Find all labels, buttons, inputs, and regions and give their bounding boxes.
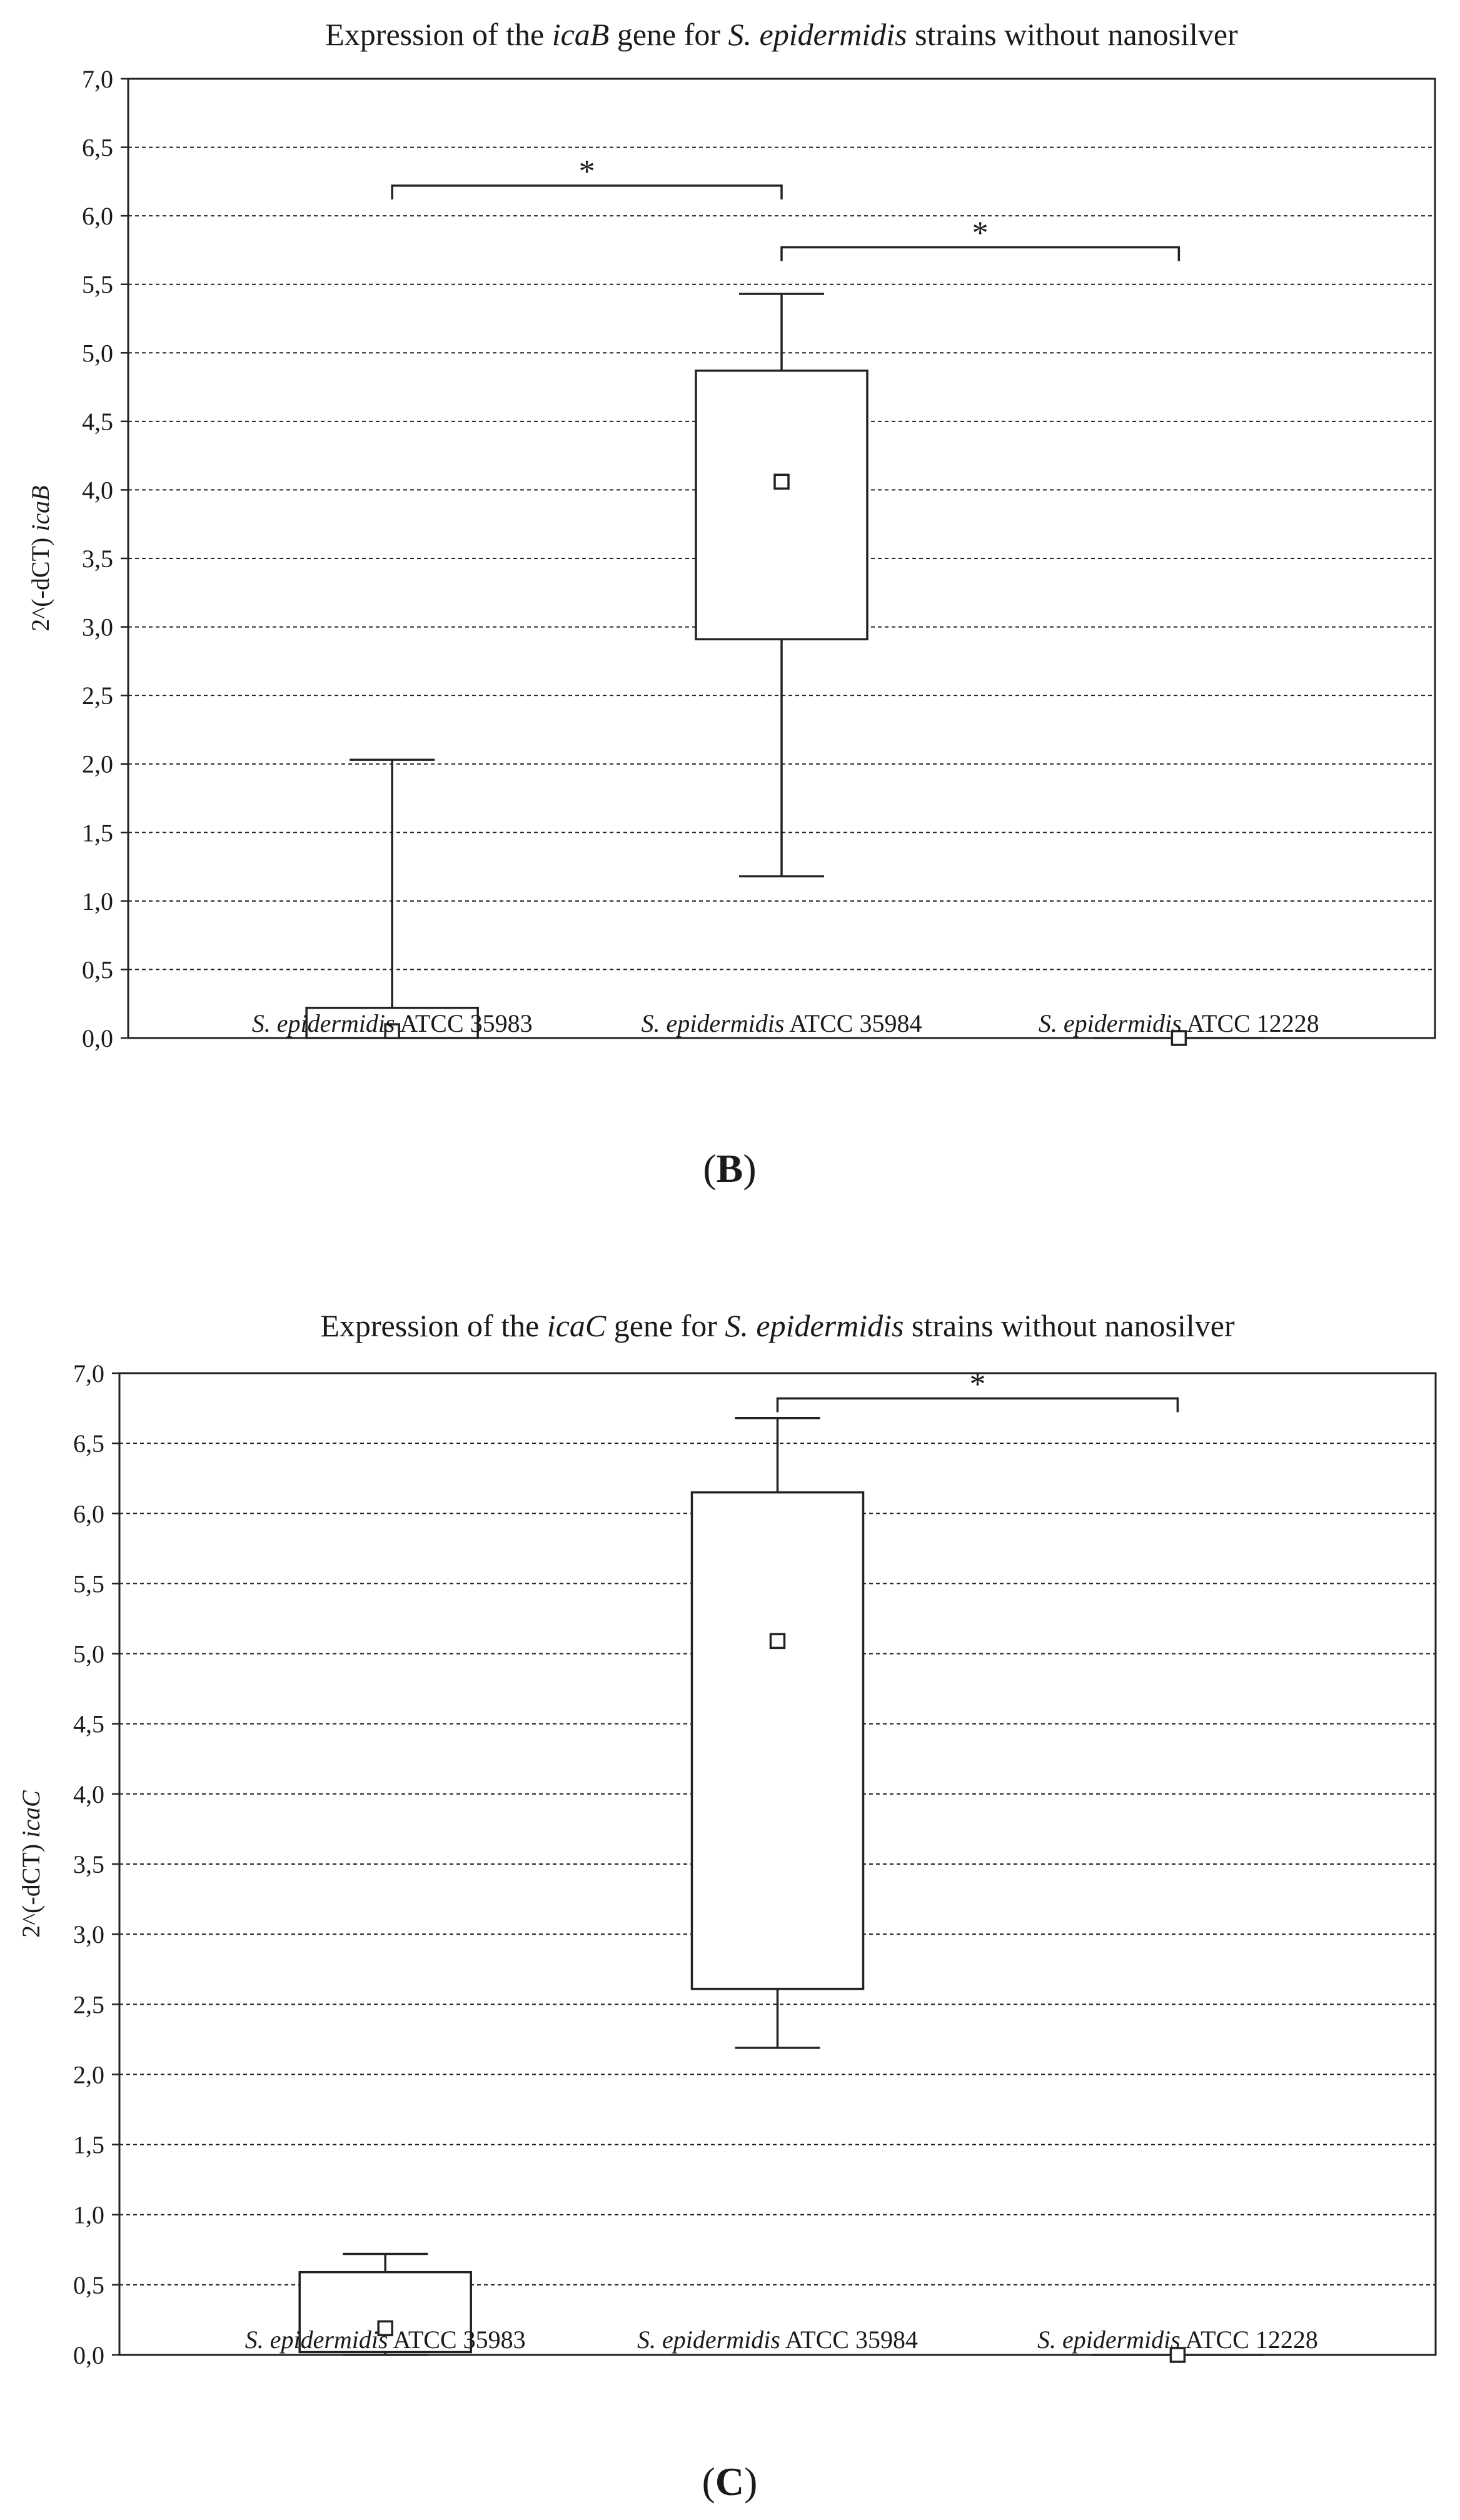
box-2 — [692, 1418, 863, 2048]
title-prefix: Expression of the — [325, 17, 552, 52]
category-strain: ATCC 12228 — [1185, 2326, 1318, 2354]
y-tick-label: 2,0 — [82, 750, 113, 779]
y-tick-label: 0,5 — [73, 2271, 104, 2299]
y-tick-label: 3,5 — [73, 1850, 104, 1878]
chart-title — [325, 17, 1238, 52]
title-prefix: Expression of the — [320, 1308, 547, 1343]
title-gene: icaB — [551, 17, 610, 52]
panel-label-open: ( — [703, 1146, 717, 1191]
y-axis-label-gene: icaB — [26, 485, 54, 532]
significance-star: * — [578, 153, 595, 189]
y-tick-label: 4,0 — [73, 1780, 104, 1808]
y-tick-label: 1,5 — [73, 2130, 104, 2159]
y-tick-label: 3,0 — [82, 613, 113, 642]
category-space — [784, 1009, 789, 1037]
y-tick-label: 5,5 — [73, 1570, 104, 1598]
y-tick-label: 3,0 — [73, 1920, 104, 1949]
category-species: S. epidermidis — [1038, 1009, 1182, 1037]
median-marker — [771, 1634, 785, 1648]
panel-label-close: ) — [744, 2459, 758, 2504]
y-tick-label: 7,0 — [73, 1359, 104, 1388]
category-label — [1039, 1009, 1319, 1037]
title-species: S. epidermidis — [725, 1308, 904, 1343]
category-species: S. epidermidis — [244, 2326, 388, 2354]
category-label — [637, 2326, 918, 2354]
y-tick-label: 5,0 — [82, 339, 113, 368]
y-tick-label: 5,5 — [82, 270, 113, 299]
category-label — [245, 2326, 526, 2354]
category-space — [1181, 2326, 1186, 2354]
y-axis-label — [17, 1790, 45, 1938]
y-tick-label: 4,5 — [82, 407, 113, 436]
panel-label-close: ) — [743, 1146, 757, 1191]
y-tick-label: 4,0 — [82, 476, 113, 505]
title-suffix: strains without nanosilver — [904, 1308, 1235, 1343]
y-tick-label: 1,5 — [82, 819, 113, 847]
category-space — [1182, 1009, 1187, 1037]
title-middle: gene for — [606, 1308, 725, 1343]
category-species: S. epidermidis — [251, 1009, 395, 1037]
y-tick-label: 2,5 — [82, 682, 113, 710]
y-tick-label: 6,0 — [73, 1499, 104, 1528]
chart-title — [320, 1308, 1235, 1343]
category-species: S. epidermidis — [641, 1009, 785, 1037]
y-tick-label: 2,0 — [73, 2060, 104, 2089]
category-label — [1037, 2326, 1318, 2354]
category-label — [252, 1009, 533, 1037]
y-tick-label: 7,0 — [82, 65, 113, 93]
y-tick-label: 4,5 — [73, 1710, 104, 1738]
y-axis-label — [26, 485, 54, 631]
y-tick-label: 6,5 — [73, 1429, 104, 1458]
median-marker — [775, 475, 788, 488]
y-axis-label-gene: icaC — [17, 1790, 45, 1838]
category-space — [395, 1009, 400, 1037]
category-species: S. epidermidis — [637, 2326, 780, 2354]
title-suffix: strains without nanosilver — [907, 17, 1238, 52]
y-tick-label: 6,0 — [82, 202, 113, 231]
y-axis-label-prefix: 2^(-dCT) — [17, 1837, 45, 1938]
category-strain: ATCC 35984 — [785, 2326, 918, 2354]
category-space — [388, 2326, 393, 2354]
panel-label-letter: C — [715, 2459, 745, 2504]
y-axis-label-prefix: 2^(-dCT) — [26, 531, 54, 632]
panel-label — [702, 2459, 758, 2504]
y-tick-label: 0,5 — [82, 955, 113, 984]
category-strain: ATCC 12228 — [1186, 1009, 1319, 1037]
title-middle: gene for — [609, 17, 728, 52]
y-tick-label: 2,5 — [73, 1990, 104, 2019]
significance-star: * — [969, 1366, 986, 1403]
category-strain: ATCC 35984 — [789, 1009, 922, 1037]
category-strain: ATCC 35983 — [393, 2326, 526, 2354]
panel-label-letter: B — [716, 1146, 743, 1191]
category-strain: ATCC 35983 — [400, 1009, 533, 1037]
title-gene: icaC — [546, 1308, 607, 1343]
category-species: S. epidermidis — [1037, 2326, 1181, 2354]
box-rect — [696, 371, 867, 640]
panel-label — [703, 1146, 756, 1191]
y-tick-label: 3,5 — [82, 545, 113, 573]
y-tick-label: 1,0 — [73, 2200, 104, 2229]
y-tick-label: 1,0 — [82, 887, 113, 915]
category-label — [642, 1009, 922, 1037]
significance-star: * — [972, 215, 989, 251]
y-tick-label: 5,0 — [73, 1640, 104, 1668]
y-tick-label: 0,0 — [82, 1024, 113, 1052]
y-tick-label: 0,0 — [73, 2341, 104, 2369]
panel-label-open: ( — [702, 2459, 715, 2504]
category-space — [780, 2326, 785, 2354]
y-tick-label: 6,5 — [82, 133, 113, 162]
box-rect — [692, 1493, 863, 1989]
title-species: S. epidermidis — [728, 17, 907, 52]
